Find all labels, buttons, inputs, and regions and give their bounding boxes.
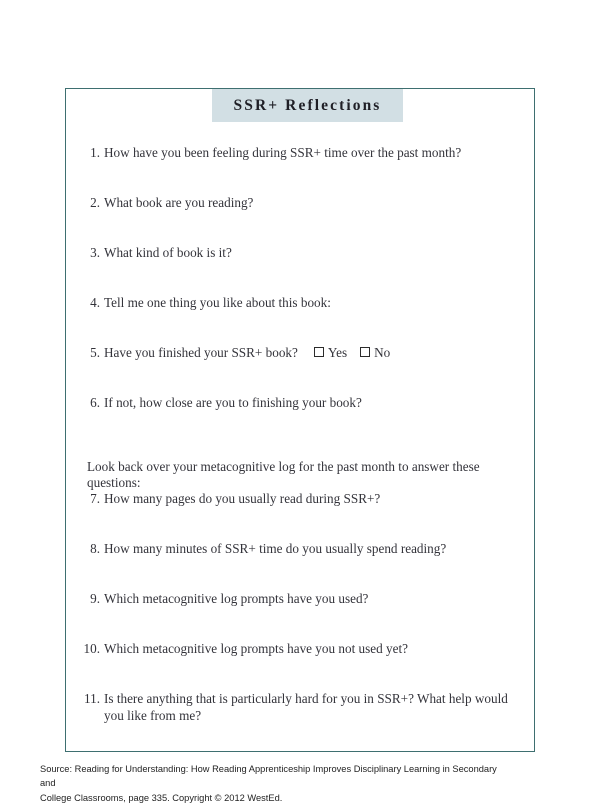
question-text: Which metacognitive log prompts have you not used yet? — [104, 641, 408, 656]
question-text: What kind of book is it? — [104, 245, 232, 260]
question-text: How many pages do you usually read during SSR+? — [104, 491, 381, 506]
question-text: What book are you reading? — [104, 195, 254, 210]
question-text: If not, how close are you to finishing your book? — [104, 395, 362, 410]
question-item-1 — [66, 145, 534, 195]
question-item-2 — [66, 195, 534, 245]
question-item-4 — [66, 295, 534, 345]
source-citation-line-1: Source: Reading for Understanding: How Reading Apprenticeship Improves Disciplinary Learning in Secondary and — [40, 764, 497, 789]
question-number: 6. — [90, 395, 100, 410]
question-text: Which metacognitive log prompts have you used? — [104, 591, 369, 606]
source-citation-line-2: College Classrooms, page 335. Copyright © 2012 WestEd. — [40, 792, 283, 803]
question-number: 8. — [90, 541, 100, 556]
question-item-6 — [66, 395, 534, 445]
question-number: 1. — [90, 145, 100, 160]
instruction-row — [66, 445, 534, 491]
question-item-5 — [66, 345, 534, 395]
checkbox-icon[interactable] — [314, 347, 324, 357]
checkbox-option-yes[interactable] — [314, 345, 347, 362]
question-item-10 — [66, 641, 534, 691]
checkbox-label: Yes — [327, 345, 348, 360]
question-number: 11. — [84, 691, 100, 706]
checkbox-icon[interactable] — [360, 347, 370, 357]
checkbox-label: No — [374, 345, 391, 360]
worksheet-frame — [65, 88, 535, 752]
question-item-11 — [66, 691, 534, 741]
yes-no-option-group — [314, 345, 403, 362]
source-citation — [40, 762, 510, 805]
question-number: 7. — [90, 491, 100, 506]
question-list — [66, 145, 534, 741]
instruction-text: Look back over your metacognitive log for the past month to answer these questions: — [87, 459, 480, 490]
question-item-8 — [66, 541, 534, 591]
question-text-with-options — [104, 345, 526, 362]
title-banner — [212, 89, 403, 122]
question-number: 10. — [83, 641, 100, 656]
question-text: Tell me one thing you like about this book: — [104, 295, 331, 310]
question-text: Have you finished your SSR+ book? — [104, 345, 298, 360]
question-number: 9. — [90, 591, 100, 606]
question-item-7 — [66, 491, 534, 541]
question-number: 5. — [90, 345, 100, 360]
question-item-3 — [66, 245, 534, 295]
question-number: 3. — [90, 245, 100, 260]
checkbox-option-no[interactable] — [360, 345, 390, 362]
question-text: Is there anything that is particularly hard for you in SSR+? What help would you like from me? — [104, 691, 508, 723]
question-text: How many minutes of SSR+ time do you usually spend reading? — [104, 541, 447, 556]
question-number: 2. — [90, 195, 100, 210]
question-number: 4. — [90, 295, 100, 310]
question-text: How have you been feeling during SSR+ time over the past month? — [104, 145, 462, 160]
page-title: SSR+ Reflections — [233, 96, 382, 114]
question-item-9 — [66, 591, 534, 641]
